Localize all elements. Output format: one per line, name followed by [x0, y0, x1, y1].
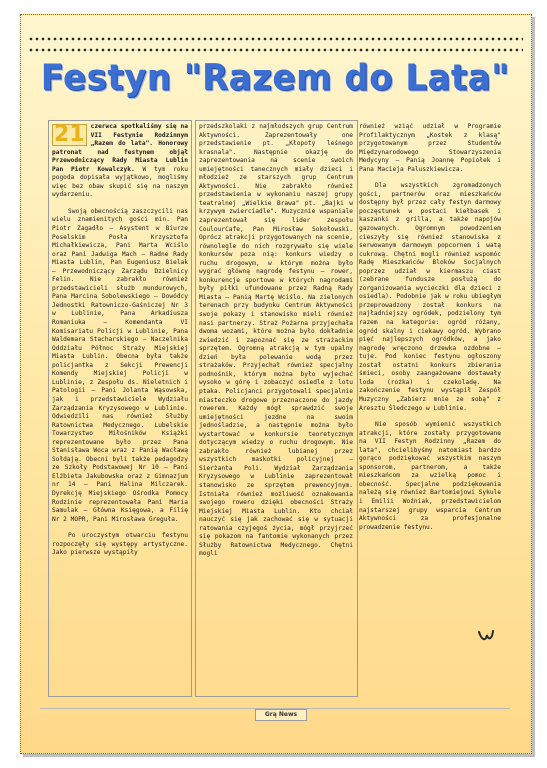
- paragraph-attractions: przedszkolaki z najmłodszych grup Centrum Aktywności. Zaprezentowały one przedstawienie pt. „Kłopoty leśnego krasnala". Następnie okazję do zaprezentowania na scenie swoich umiejętności tanecznych miały dzieci i młodzież ze starszych grup Centrum Aktywności. Nie zabrakło również przedstawienia w wykonaniu naszej grupy teatralnej „Wielkie Brawa" pt. „Bajki w krzywym zwierciadle". Muzycznie wspaniale zaprezentował się lider zespołu CoulourCafe, Pan Mirosław Sokołowski. Oprócz atrakcji przygotowanych na scenie, równolegle do nich rozgrywało się wiele konkursów poza nią: konkurs wiedzy o ruchu drogowym, w którym można było wygrać główną nagrodę festynu – rower, konkurencje sportowe w których nagrodami były piłki ufundowane przez Radną Rady Miasta – Panią Martę Wciślo. Na zielonych terenach przy budynku Centrum Aktywności swoje pokazy i stanowisko mieli również nasi partnerzy. Straż Pożarna przyjechała dwoma wozami, które można było dokładnie zwiedzić i zapoznać się ze strażackim sprzętem. Ogromną atrakcją w tym upalny dzień była polewanie wodą przez strażaków. Przyjechał również specjalny podnośnik, którym można było wyjechać wysoko w górę i zobaczyć osiedle z lotu ptaka. Policjanci przygotowali specjalnie miasteczko drogowe przeznaczone do jazdy rowerem. Każdy mógł sprawdzić swoje umiejętności jezdne na swoim jednośladzie, a następnie można było wystartować w konkursie teoretycznym dotyczącym wiedzy o ruchu drogowym. Nie zabrakło również lubianej przez wszystkich maskotki policyjnej – Sierżanta Poli. Wydział Zarządzania Kryzysowego w Lublinie zaprezentował stanowisko ze sprzętem prewencyjnym. Istniała również możliwość oznakowania swojego roweru dzięki obecności Straży Miejskiej Miasta Lublin. Kto chciał nauczyć się jak zachować się w sytuacji ratowania czyjegoś życia, mógł przyjrzeć się pokazom na fantomie wykonanych przez Służby Ratownictwa Medycznego. Chętni mogli: [199, 123, 353, 558]
- paragraph-opening: Po uroczystym otwarciu festynu rozpoczęły się występy artystyczne. Jako pierwsze wystąpiły: [52, 532, 188, 557]
- article-column-2: [199, 123, 353, 691]
- dotted-border-top: [28, 36, 523, 42]
- lead-paragraph: czerwca spotkaliśmy się na VII Festynie Rodzinnym „Razem do lata". Honorowy patronat nad festynem objął Przewodniczący Rady Miasta Lublin Pan Piotr Kowalczyk.: [52, 123, 188, 173]
- article-column-3: [359, 123, 501, 691]
- article-column-1: [52, 123, 188, 691]
- paragraph-catering: Dla wszystkich zgromadzonych gości, partnerów oraz mieszkańców dostępny był przez cały festyn darmowy poczęstunek w postaci kiełbasek i kaszanki z grilla, a także napojów gazowanych. Ogromnym powodzeniem cieszyły się również stanowiska z serwowanym darmowym popcornem i watą cukrową. Chętni mogli również wspomóc Radę Mieszkańców Bloków Socjalnych poprzez udział w kiermaszu ciast (zebrane fundusze posłużą do zorganizowania wycieczki dla dzieci z osiedla). Podobnie jak w roku ubiegłym przeprowadzony został konkurs na najładniejszy ogródek, podzielony tym razem na kategorie: ogród różany, ogród skalny i ciekawy ogród. Wybrano pięć najlepszych ogródków, a jako nagrodę wręczono drzewka ozdobne – tuje. Pod koniec festynu ogłoszony został ostatni konkurs zbierania śmieci, osoby zaangażowane dostawały loda (rożka) i czekoladę. Na zakończenie festynu wystąpił Zespół Muzyczny „Zabierz mnie ze sobą" z Aresztu Śledczego w Lublinie.: [359, 182, 501, 412]
- leaf-icon: [477, 629, 495, 643]
- paragraph-program: również wziąć udział w Programie Profilaktycznym „Kostek z klasą" przygotowanym przez Studentów Międzynarodowego Stowarzyszenia Medycyny – Panią Joannę Popiołek i Pana Macieja Paluszkiewicza.: [359, 123, 501, 173]
- paragraph-thanks: Nie sposób wymienić wszystkich atrakcji, które zostały przygotowane na VII Festyn Rodzinny „Razem do lata", chcielibyśmy natomiast bardzo gorąco podziękować wszystkim naszym sponsorom, partnerom, a także mieszkańcom za wzielką pomoc i obecność. Specjalne podziękowania należą się również Bartomiejowi Sykule i Emilii Woźniak, przedstawicielom najstarszej grupy wsparcia Centrum Aktywności za profesjonalne prowadzenie festynu.: [359, 421, 501, 531]
- dotted-border-bottom: [28, 47, 523, 53]
- footer-label: Grą News: [255, 709, 307, 721]
- lead-paragraph-rest: W tym roku pogoda dopisała wyjątkowo, mogliśmy więc bez obaw skupić się na naszym wydarzeniu.: [52, 165, 188, 199]
- paragraph-guests: Swoją obecnością zaszczycili nas wielu znamienitych gości min. Pan Piotr Zagadło – Asystent w Biurze Poselskim Posła Krzysztofa Michałkiewicza, Pani Marta Wciślo oraz Pani Jadwiga Mach – Radne Rady Miasta Lublin, Pan Eugeniusz Bielak – Przewodniczący Zarządu Dzielnicy Felin. Nie zabrakło również przedstawicieli służb mundurowych, Pana Marcina Sobolewskiego – Dowódcy Jednostki Ratowniczo-Gaśniczej Nr 3 w Lublinie, Pana Arkadiusza Romaniuka – Komendanta VI Komisariatu Policji w Lublinie, Pana Waldemara Stacharskiego – Naczelnika Oddziału Północ Straży Miejskiej Miasta Lublin. Obecna była także policjantka z Sekcji Prewencji Komendy Miejskiej Policji w Lublinie, z Zespołu ds. Nieletnich i Patologii – Pani Jolanta Wąsowska, jak i przedstawiciele Wydziału Zarządzania Kryzysowego w Lublinie. Odwiedzili nas również Służby Ratownictwa Medycznego. Lubelskie Towarzystwo Miłośników Książki reprezentowane było przez Pana Stanisława Woca wraz z Panią Wacławą Sołdają. Obecni byli także pedagodzy ze Szkoły Podstawowej Nr 10 – Pani Elżbieta Jakubowska oraz z Gimnazjum nr 14 – Pani Halina Milczarek. Dyrekcję Miejskiego Ośrodka Pomocy Rodzinie reprezentowała Pani Maria Samulak – Główna Księgowa, a Filię Nr 2 MOPR, Pani Mirosława Greguła.: [52, 207, 188, 523]
- drop-cap: 21: [54, 123, 85, 147]
- article-title: Festyn "Razem do Lata": [40, 57, 510, 99]
